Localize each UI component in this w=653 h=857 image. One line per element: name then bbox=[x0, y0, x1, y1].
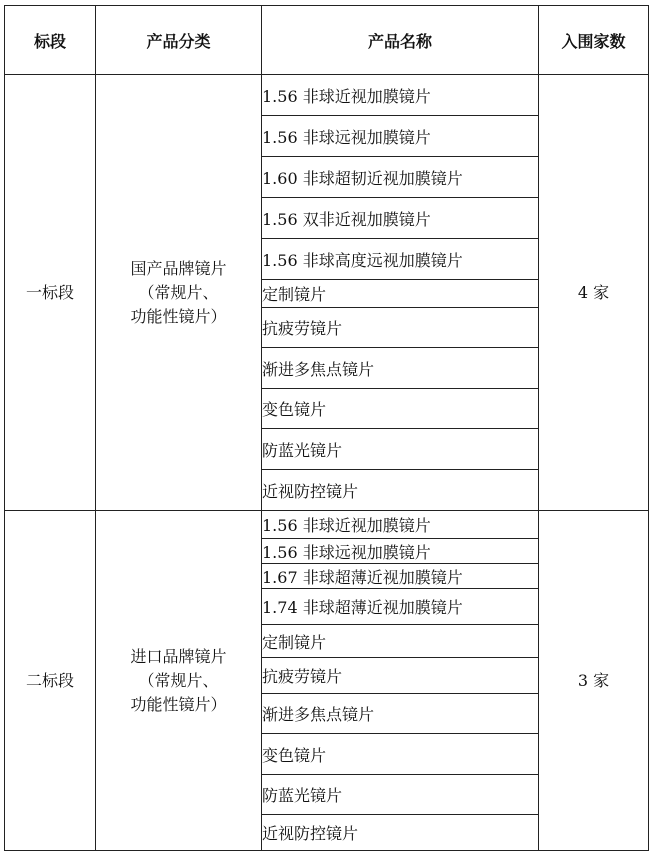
category-line: （常规片、 bbox=[138, 282, 219, 302]
product-name: 1.56 非球近视加膜镜片 bbox=[262, 511, 539, 539]
product-name: 1.56 非球近视加膜镜片 bbox=[262, 75, 539, 116]
product-name: 近视防控镜片 bbox=[262, 470, 539, 511]
product-name: 定制镜片 bbox=[262, 625, 539, 658]
product-name: 抗疲劳镜片 bbox=[262, 308, 539, 348]
table-row bbox=[5, 511, 649, 539]
product-name: 1.67 非球超薄近视加膜镜片 bbox=[262, 564, 539, 589]
header-category: 产品分类 bbox=[96, 6, 262, 75]
product-name: 变色镜片 bbox=[262, 734, 539, 775]
lot-name: 一标段 bbox=[5, 75, 96, 511]
header-lot: 标段 bbox=[5, 6, 96, 75]
lot-name: 二标段 bbox=[5, 511, 96, 851]
category-line: 进口品牌镜片 bbox=[130, 646, 227, 666]
category-line: 国产品牌镜片 bbox=[130, 258, 227, 278]
winner-count: 3 家 bbox=[539, 511, 649, 851]
product-name: 定制镜片 bbox=[262, 280, 539, 308]
product-name: 1.74 非球超薄近视加膜镜片 bbox=[262, 589, 539, 625]
product-name: 变色镜片 bbox=[262, 389, 539, 429]
category-line: 功能性镜片） bbox=[130, 306, 227, 326]
product-name: 渐进多焦点镜片 bbox=[262, 348, 539, 389]
product-name: 抗疲劳镜片 bbox=[262, 658, 539, 694]
header-product-name: 产品名称 bbox=[262, 6, 539, 75]
winner-count: 4 家 bbox=[539, 75, 649, 511]
product-name: 防蓝光镜片 bbox=[262, 775, 539, 815]
product-name: 1.60 非球超韧近视加膜镜片 bbox=[262, 157, 539, 198]
tender-lots-table bbox=[4, 5, 649, 851]
product-name: 近视防控镜片 bbox=[262, 815, 539, 851]
product-name: 防蓝光镜片 bbox=[262, 429, 539, 470]
product-name: 1.56 双非近视加膜镜片 bbox=[262, 198, 539, 239]
header-winner-count: 入围家数 bbox=[539, 6, 649, 75]
product-category bbox=[96, 75, 262, 511]
product-name: 1.56 非球高度远视加膜镜片 bbox=[262, 239, 539, 280]
product-name: 渐进多焦点镜片 bbox=[262, 694, 539, 734]
product-name: 1.56 非球远视加膜镜片 bbox=[262, 116, 539, 157]
header-row bbox=[5, 6, 649, 75]
category-line: 功能性镜片） bbox=[130, 694, 227, 714]
table-row bbox=[5, 75, 649, 116]
category-line: （常规片、 bbox=[138, 670, 219, 690]
product-name: 1.56 非球远视加膜镜片 bbox=[262, 539, 539, 564]
product-category bbox=[96, 511, 262, 851]
